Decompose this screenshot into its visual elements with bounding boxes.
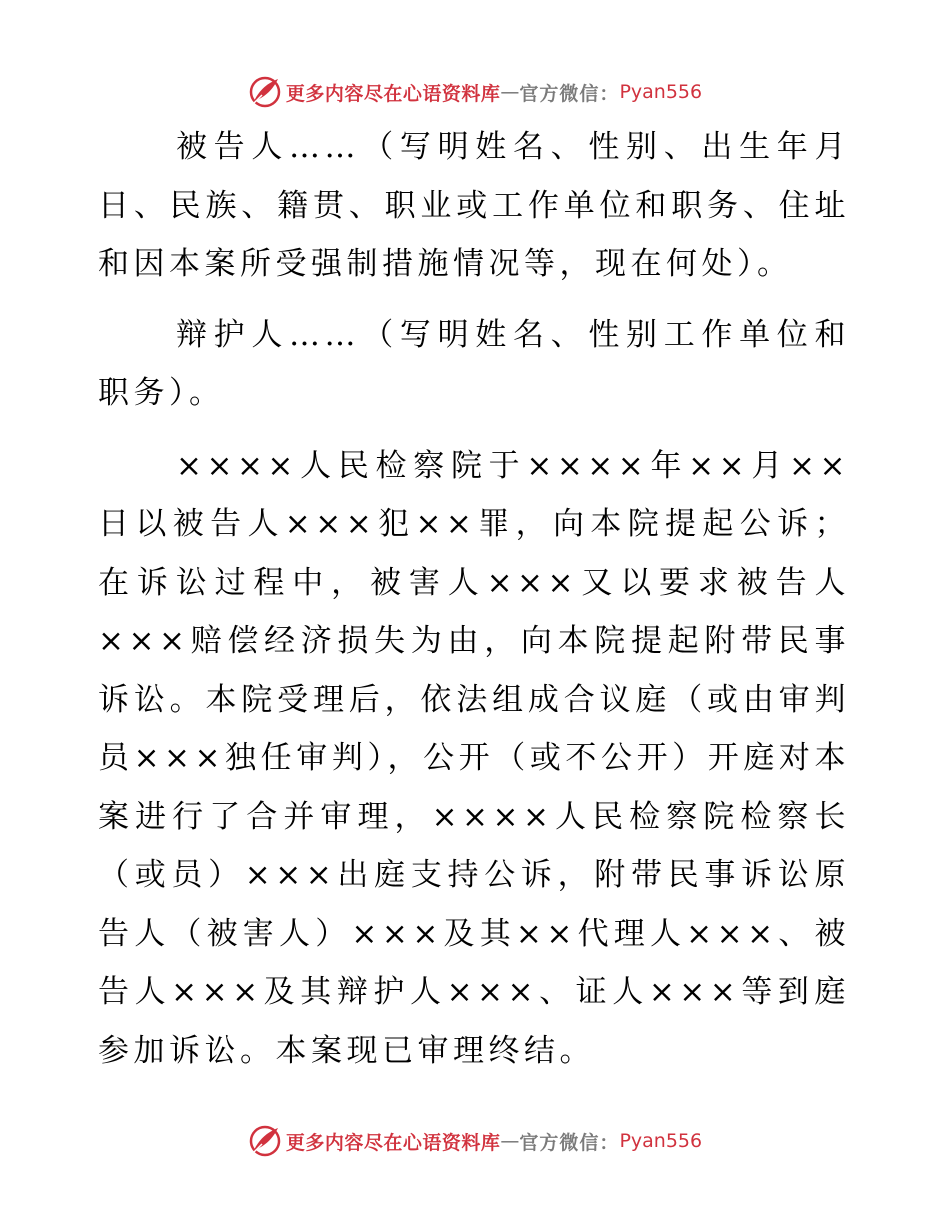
watermark-separator: —	[500, 81, 520, 103]
footer-watermark	[0, 1121, 950, 1161]
paragraph-defendant: 被告人……（写明姓名、性别、出生年月日、民族、籍贯、职业或工作单位和职务、住址和因本案所受强制措施情况等，现在何处）。	[98, 129, 850, 282]
watermark-handle: Pyan556	[619, 81, 703, 103]
watermark-label: 官方微信：	[519, 82, 620, 105]
watermark-main-text: 更多内容尽在心语资料库	[285, 82, 501, 105]
watermark-label: 官方微信：	[519, 1131, 620, 1154]
document-body	[98, 118, 850, 1080]
feather-quill-logo-icon	[248, 1124, 282, 1158]
header-watermark	[0, 72, 950, 112]
paragraph-defense-counsel: 辩护人……（写明姓名、性别工作单位和职务）。	[98, 316, 850, 411]
paragraph-case-summary: ××××人民检察院于××××年××月××日以被告人×××犯××罪，向本院提起公诉；在诉讼过程中，被害人×××又以要求被告人×××赔偿经济损失为由，向本院提起附带民事诉讼。本院受理后，依法组成合议庭（或由审判员×××独任审判），公开（或不公开）开庭对本案进行了合并审理，××××人民检察院检察长（或员）×××出庭支持公诉，附带民事诉讼原告人（被害人）×××及其××代理人×××、被告人×××及其辩护人×××、证人×××等到庭参加诉讼。本案现已审理终结。	[98, 447, 850, 1069]
watermark-handle: Pyan556	[619, 1130, 703, 1152]
watermark-main-text: 更多内容尽在心语资料库	[285, 1131, 501, 1154]
feather-quill-logo-icon	[248, 75, 282, 109]
watermark-separator: —	[500, 1130, 520, 1152]
